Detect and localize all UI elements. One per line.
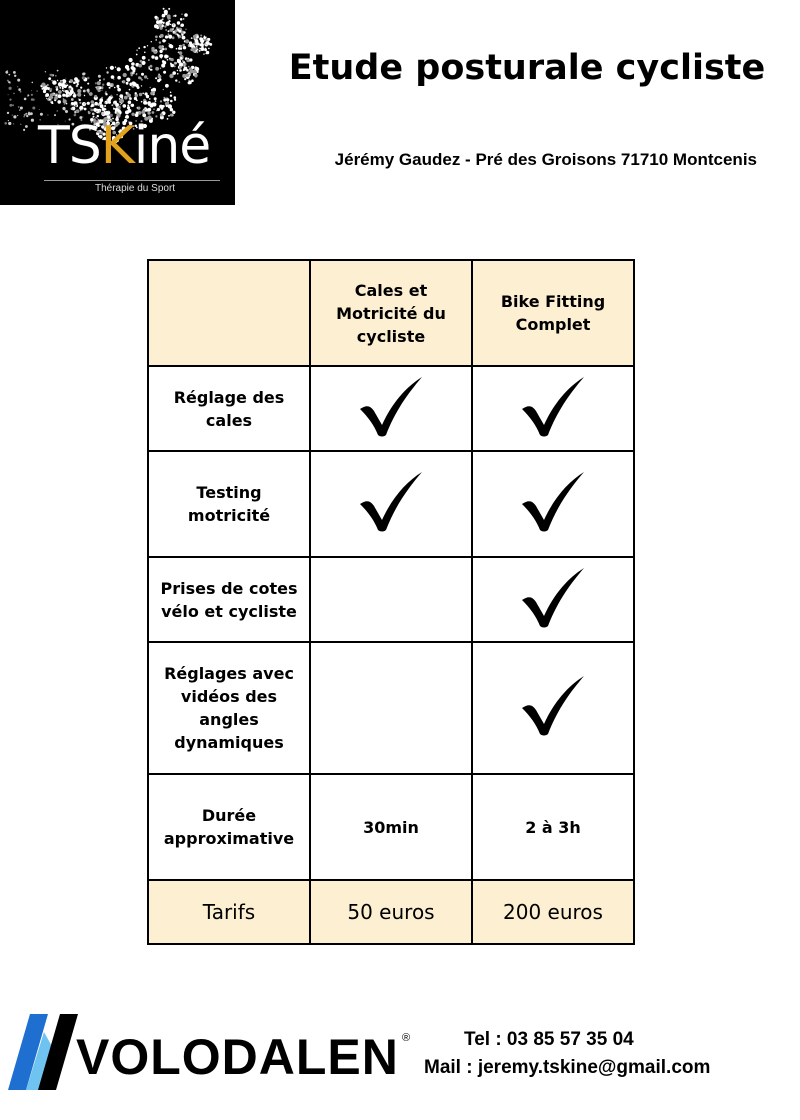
row-label: Prises de cotes vélo et cycliste: [148, 557, 310, 642]
row-label: Réglages avec vidéos des angles dynamiques: [148, 642, 310, 774]
checkmark-icon: [518, 674, 588, 736]
volodalen-wordmark: VOLODALEN: [76, 1029, 399, 1085]
table-row: [148, 642, 634, 774]
contact-info: [424, 1026, 784, 1082]
row-cell: 30min: [310, 774, 472, 880]
checkmark-icon: [356, 375, 426, 437]
row-cell: [472, 451, 634, 557]
header-empty-cell: [148, 260, 310, 366]
logo-wordmark: TSKiné: [38, 116, 211, 176]
address: Jérémy Gaudez - Pré des Groisons 71710 Montcenis: [334, 150, 757, 169]
table-row: [148, 451, 634, 557]
header-cales-motricite: Cales et Motricité du cycliste: [310, 260, 472, 366]
contact-phone: Tel : 03 85 57 35 04: [464, 1029, 634, 1050]
row-label: Testing motricité: [148, 451, 310, 557]
logo-tagline: Thérapie du Sport: [95, 183, 176, 194]
table-row: [148, 557, 634, 642]
tskine-logo: [0, 0, 235, 205]
tarif-cales-motricite: 50 euros: [310, 880, 472, 944]
tarifs-row: [148, 880, 634, 944]
row-cell: [310, 642, 472, 774]
contact-email: Mail : jeremy.tskine@gmail.com: [424, 1057, 711, 1078]
table-row: [148, 774, 634, 880]
row-cell: [310, 557, 472, 642]
checkmark-icon: [518, 470, 588, 532]
tarifs-label: Tarifs: [148, 880, 310, 944]
row-label: Réglage des cales: [148, 366, 310, 451]
table-row: [148, 366, 634, 451]
row-cell: [472, 366, 634, 451]
pricing-table: [147, 259, 635, 945]
header-bike-fitting: Bike Fitting Complet: [472, 260, 634, 366]
checkmark-icon: [518, 375, 588, 437]
volodalen-logo: [8, 1010, 428, 1090]
row-cell: [310, 366, 472, 451]
checkmark-icon: [518, 566, 588, 628]
table-header-row: [148, 260, 634, 366]
row-cell: 2 à 3h: [472, 774, 634, 880]
logo-divider: [44, 180, 220, 181]
page-title: Etude posturale cycliste: [288, 48, 766, 88]
checkmark-icon: [356, 470, 426, 532]
tarif-bike-fitting: 200 euros: [472, 880, 634, 944]
row-cell: [472, 557, 634, 642]
row-label: Durée approximative: [148, 774, 310, 880]
row-cell: [472, 642, 634, 774]
row-cell: [310, 451, 472, 557]
registered-mark: ®: [402, 1032, 411, 1044]
